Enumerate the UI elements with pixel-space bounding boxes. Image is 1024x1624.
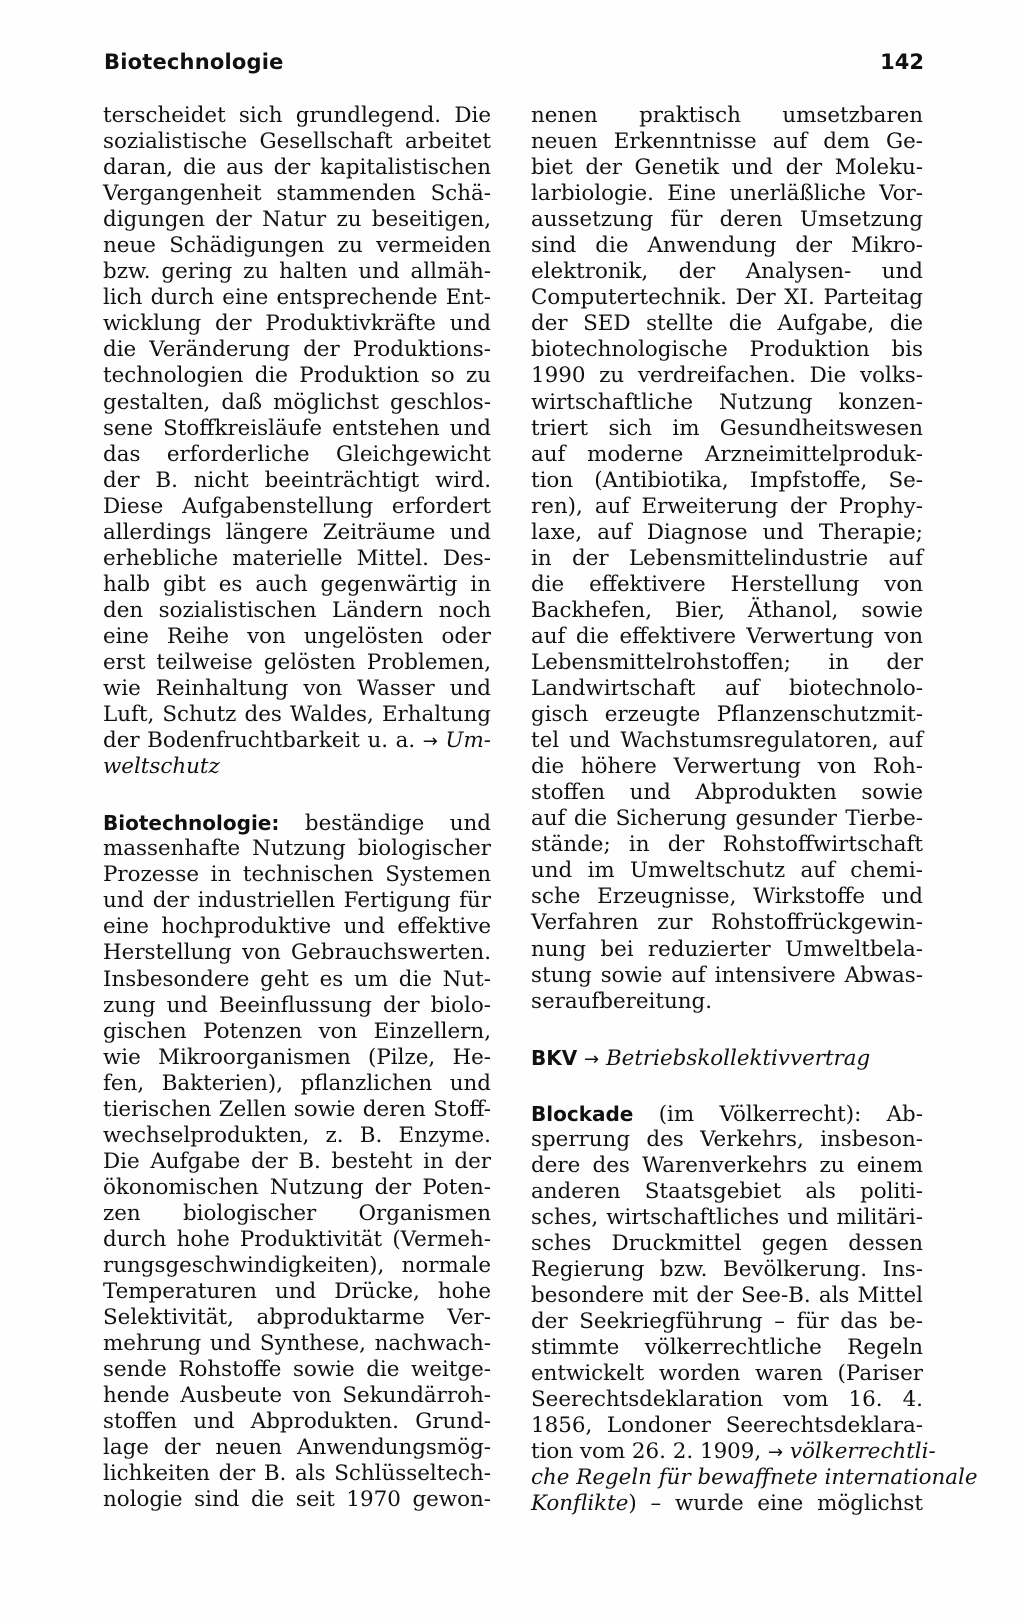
cross-reference-arrow: → xyxy=(768,1442,784,1464)
text-line: gischen Potenzen von Einzellern, xyxy=(103,1018,491,1044)
text-line: nologie sind die seit 1970 gewon- xyxy=(103,1487,491,1513)
text-line: technologien die Produktion so zu xyxy=(103,363,491,389)
right-column xyxy=(531,103,978,1517)
cross-reference[interactable]: che Regeln für bewaffnete internationale xyxy=(531,1465,978,1491)
text-line: tierischen Zellen sowie deren Stoff- xyxy=(103,1096,491,1122)
entry-body xyxy=(531,1127,923,1440)
entry-keyword: Blockade xyxy=(531,1101,634,1126)
text-line: laxe, auf Diagnose und Therapie; xyxy=(531,519,923,545)
text-line: tion (Antibiotika, Impfstoffe, Se- xyxy=(531,467,923,493)
text-line: Konflikte) – wurde eine möglichst xyxy=(531,1491,923,1517)
text-line: sches Druckmittel gegen dessen xyxy=(531,1230,923,1256)
text-line: seraufbereitung. xyxy=(531,988,713,1014)
text-line: das erforderliche Gleichgewicht xyxy=(103,441,491,467)
text-line: bzw. gering zu halten und allmäh- xyxy=(103,259,491,285)
cross-reference[interactable]: Konflikte xyxy=(531,1491,629,1517)
text-line: lich durch eine entsprechende Ent- xyxy=(103,285,491,311)
text-line: stung sowie auf intensivere Abwas- xyxy=(531,962,923,988)
cross-reference-arrow: → xyxy=(584,1048,600,1070)
cross-reference[interactable]: Um- xyxy=(445,728,491,754)
text-line: und der industriellen Fertigung für xyxy=(103,888,491,914)
text-line: lage der neuen Anwendungsmög- xyxy=(103,1435,491,1461)
text-line: 1856, Londoner Seerechtsdeklara- xyxy=(531,1413,923,1439)
text-line: sozialistische Gesellschaft arbeitet xyxy=(103,129,491,155)
text-line: halb gibt es auch gegenwärtig in xyxy=(103,571,491,597)
text-line: der B. nicht beeinträchtigt wird. xyxy=(103,467,491,493)
text-line: Landwirtschaft auf biotechnolo- xyxy=(531,676,923,702)
text-line: die höhere Verwertung von Roh- xyxy=(531,754,923,780)
text-line: gestalten, daß möglichst geschlos- xyxy=(103,389,491,415)
text-line: nung bei reduzierter Umweltbela- xyxy=(531,936,923,962)
text-line: fen, Bakterien), pflanzlichen und xyxy=(103,1070,491,1096)
dictionary-entry-blockade xyxy=(531,1101,978,1518)
continuation-paragraph xyxy=(103,103,491,728)
text-line: elektronik, der Analysen- und xyxy=(531,259,923,285)
text-line: mehrung und Synthese, nachwach- xyxy=(103,1331,491,1357)
text-line: Lebensmittelrohstoffen; in der xyxy=(531,649,923,675)
text-line: auf moderne Arzneimittelproduk- xyxy=(531,441,923,467)
entry-spacer xyxy=(531,1015,923,1045)
text-line: daran, die aus der kapitalistischen xyxy=(103,155,491,181)
entry-body xyxy=(103,836,491,1513)
dictionary-entry-biotechnologie xyxy=(103,810,491,1513)
text-line: eine Reihe von ungelösten oder xyxy=(103,623,491,649)
text-line: Prozesse in technischen Systemen xyxy=(103,862,491,888)
text-line: neue Schädigungen zu vermeiden xyxy=(103,233,491,259)
text-line: biet der Genetik und der Moleku- xyxy=(531,155,923,181)
text-line: Diese Aufgabenstellung erfordert xyxy=(103,493,491,519)
text-line: der Seekriegführung – für das be- xyxy=(531,1309,923,1335)
text-line: allerdings längere Zeiträume und xyxy=(103,519,491,545)
text-line: Blockade (im Völkerrecht): Ab- xyxy=(531,1101,923,1127)
text-line: wicklung der Produktivkräfte und xyxy=(103,311,491,337)
page-number: 142 xyxy=(880,50,924,74)
text-line: tion vom 26. 2. 1909, → völkerrechtli- xyxy=(531,1439,936,1465)
text-line: Selektivität, abproduktarme Ver- xyxy=(103,1305,491,1331)
text-line: wechselprodukten, z. B. Enzyme. xyxy=(103,1122,491,1148)
text-line: stoffen und Abprodukten sowie xyxy=(531,780,923,806)
text-line: ökonomischen Nutzung der Poten- xyxy=(103,1174,491,1200)
text-line: stände; in der Rohstoffwirtschaft xyxy=(531,832,923,858)
text-line xyxy=(531,1045,923,1071)
text-line: tel und Wachstumsregulatoren, auf xyxy=(531,728,923,754)
text-line: Verfahren zur Rohstoffrückgewin- xyxy=(531,910,923,936)
cross-reference[interactable]: weltschutz xyxy=(103,754,220,780)
text-line: den sozialistischen Ländern noch xyxy=(103,597,491,623)
text-line: dere des Warenverkehrs zu einem xyxy=(531,1152,923,1178)
text-line: triert sich im Gesundheitswesen xyxy=(531,415,923,441)
text-line: Seerechtsdeklaration vom 16. 4. xyxy=(531,1387,923,1413)
text-line: auf die effektivere Verwertung von xyxy=(531,623,923,649)
text-line: die Veränderung der Produktions- xyxy=(103,337,491,363)
entry-spacer xyxy=(531,1071,923,1101)
text-line: besondere mit der See-B. als Mittel xyxy=(531,1283,923,1309)
text-line: Die Aufgabe der B. besteht in der xyxy=(103,1148,491,1174)
text-line: erhebliche materielle Mittel. Des- xyxy=(103,545,491,571)
entry-keyword: BKV xyxy=(531,1045,578,1070)
text-line: Insbesondere geht es um die Nut- xyxy=(103,966,491,992)
text-line: hende Ausbeute von Sekundärroh- xyxy=(103,1383,491,1409)
text-line: terscheidet sich grundlegend. Die xyxy=(103,103,491,128)
cross-reference[interactable]: völkerrechtli- xyxy=(789,1439,936,1465)
text-line: lichkeiten der B. als Schlüsseltech- xyxy=(103,1461,491,1487)
text-line: sene Stoffkreisläufe entstehen und xyxy=(103,415,491,441)
text-line: rungsgeschwindigkeiten), normale xyxy=(103,1253,491,1279)
text-line: biotechnologische Produktion bis xyxy=(531,337,923,363)
text-line: die effektivere Herstellung von xyxy=(531,571,923,597)
entry-keyword: Biotechnologie: xyxy=(103,811,280,836)
dictionary-entry-bkv xyxy=(531,1045,923,1071)
text-line: larbiologie. Eine unerläßliche Vor- xyxy=(531,181,923,207)
text-line: stimmte völkerrechtliche Regeln xyxy=(531,1335,923,1361)
text-line: ren), auf Erweiterung der Prophy- xyxy=(531,493,923,519)
text-line: sche Erzeugnisse, Wirkstoffe und xyxy=(531,884,923,910)
text-line: Regierung bzw. Bevölkerung. Ins- xyxy=(531,1256,923,1282)
text-line: durch hohe Produktivität (Vermeh- xyxy=(103,1226,491,1252)
text-line: wie Mikroorganismen (Pilze, He- xyxy=(103,1044,491,1070)
text-line: Luft, Schutz des Waldes, Erhaltung xyxy=(103,702,491,728)
text-line: Vergangenheit stammenden Schä- xyxy=(103,181,491,207)
running-head: Biotechnologie xyxy=(104,50,284,74)
text-line: erst teilweise gelösten Problemen, xyxy=(103,649,491,675)
text-line: wie Reinhaltung von Wasser und xyxy=(103,676,491,702)
text-line: Computertechnik. Der XI. Parteitag xyxy=(531,285,923,311)
text-line: 1990 zu verdreifachen. Die volks- xyxy=(531,363,923,389)
text-line: anderen Staatsgebiet als politi- xyxy=(531,1178,923,1204)
page-header xyxy=(102,50,924,82)
left-column xyxy=(103,103,491,1513)
text-line: neuen Erkenntnisse auf dem Ge- xyxy=(531,129,923,155)
text-line: auf die Sicherung gesunder Tierbe- xyxy=(531,806,923,832)
text-line: sches, wirtschaftliches und militäri- xyxy=(531,1204,923,1230)
entry-spacer xyxy=(103,780,491,810)
text-line: in der Lebensmittelindustrie auf xyxy=(531,545,923,571)
text-line: eine hochproduktive und effektive xyxy=(103,914,491,940)
cross-reference-arrow: → xyxy=(422,731,438,753)
text-line: der SED stellte die Aufgabe, die xyxy=(531,311,923,337)
text-line: entwickelt worden waren (Pariser xyxy=(531,1361,923,1387)
text-line: Backhefen, Bier, Äthanol, sowie xyxy=(531,597,923,623)
text-line: zung und Beeinflussung der biolo- xyxy=(103,992,491,1018)
text-line: Biotechnologie: beständige und xyxy=(103,811,491,837)
text-line: Herstellung von Gebrauchswerten. xyxy=(103,940,491,966)
text-line: nenen praktisch umsetzbaren xyxy=(531,103,923,128)
text-line: zen biologischer Organismen xyxy=(103,1200,491,1226)
text-line: aussetzung für deren Umsetzung xyxy=(531,207,923,233)
text-line: massenhafte Nutzung biologischer xyxy=(103,836,491,862)
text-line: wirtschaftliche Nutzung konzen- xyxy=(531,389,923,415)
text-line: der Bodenfruchtbarkeit u. a. → Um- xyxy=(103,728,491,754)
text-line: sind die Anwendung der Mikro- xyxy=(531,233,923,259)
continuation-paragraph xyxy=(531,103,923,1015)
text-line: sende Rohstoffe sowie die weitge- xyxy=(103,1357,491,1383)
text-line: Temperaturen und Drücke, hohe xyxy=(103,1279,491,1305)
text-line: gisch erzeugte Pflanzenschutzmit- xyxy=(531,702,923,728)
text-line: sperrung des Verkehrs, insbeson- xyxy=(531,1126,923,1152)
text-line: stoffen und Abprodukten. Grund- xyxy=(103,1409,491,1435)
text-line: digungen der Natur zu beseitigen, xyxy=(103,207,491,233)
text-line: und im Umweltschutz auf chemi- xyxy=(531,858,923,884)
cross-reference[interactable]: Betriebskollektivvertrag xyxy=(605,1045,871,1071)
